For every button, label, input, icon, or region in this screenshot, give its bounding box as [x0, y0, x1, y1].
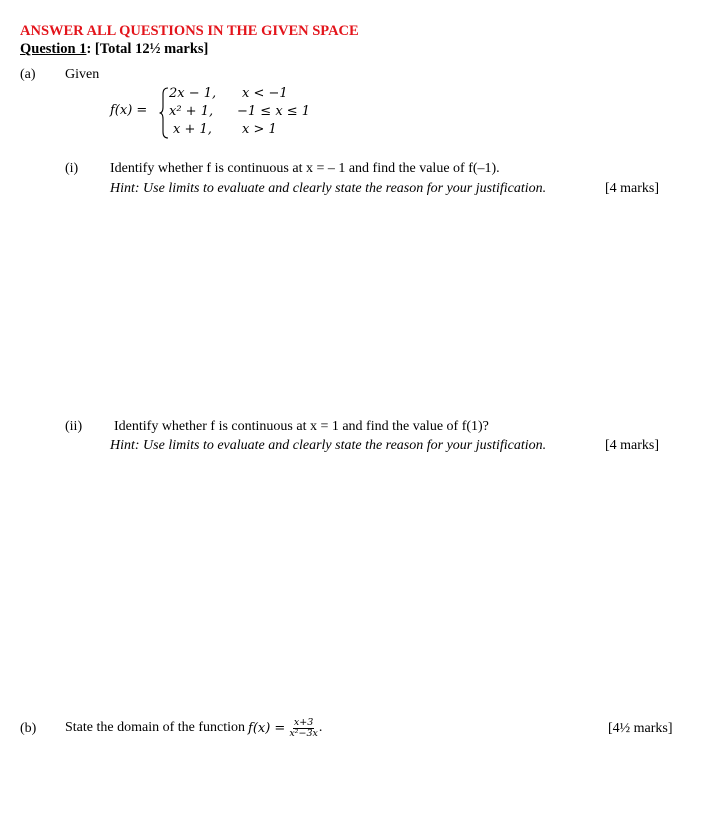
function-lhs: f(x) = [110, 103, 148, 118]
case-1-expr: 2x − 1, [169, 86, 217, 101]
fraction-numerator: x+3 [293, 716, 314, 728]
sub-ii-hint: Hint: Use limits to evaluate and clearly state the reason for your justification. [110, 438, 547, 453]
part-b-marks: [4½ marks] [608, 721, 673, 736]
part-b-function-lhs: f(x) = [248, 720, 286, 736]
answer-instruction: ANSWER ALL QUESTIONS IN THE GIVEN SPACE [20, 23, 359, 39]
fraction [288, 718, 319, 739]
question-total: : [Total 12½ marks] [86, 41, 209, 57]
question-label: Question 1 [20, 41, 87, 57]
part-b-end: . [318, 720, 323, 735]
left-brace [159, 87, 169, 139]
sub-ii-label: (ii) [65, 419, 83, 434]
part-b-question [65, 714, 322, 742]
case-2-expr: x² + 1, [169, 104, 214, 119]
case-3-expr: x + 1, [173, 122, 212, 137]
piecewise-function [110, 86, 350, 144]
part-a-given: Given [65, 67, 100, 82]
sub-i-hint: Hint: Use limits to evaluate and clearly state the reason for your justification. [110, 181, 547, 196]
part-a-label: (a) [20, 67, 36, 82]
sub-i-marks: [4 marks] [605, 181, 660, 196]
case-3-cond: x > 1 [242, 122, 277, 137]
sub-ii-marks: [4 marks] [605, 438, 660, 453]
case-1-cond: x < −1 [242, 86, 288, 101]
sub-i-question: Identify whether f is continuous at x = – 1 and find the value of f(–1). [110, 161, 500, 176]
fraction-denominator: x²−3x [289, 727, 318, 739]
part-b-text: State the domain of the function [65, 720, 246, 735]
part-b-label: (b) [20, 721, 37, 736]
sub-i-label: (i) [65, 161, 79, 176]
case-2-cond: −1 ≤ x ≤ 1 [237, 104, 311, 119]
sub-ii-question: Identify whether f is continuous at x = 1 and find the value of f(1)? [114, 419, 489, 434]
question-title [20, 41, 208, 58]
